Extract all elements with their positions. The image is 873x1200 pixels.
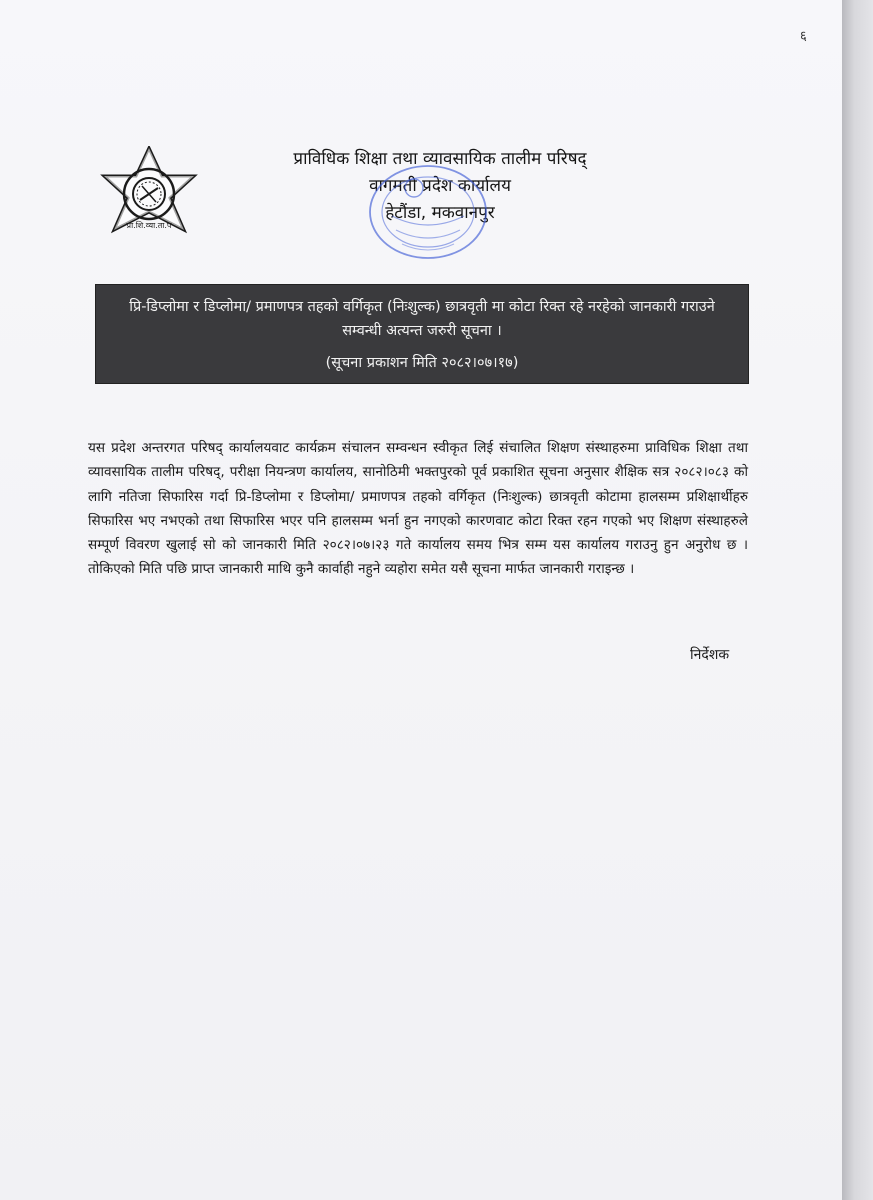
council-name: प्राविधिक शिक्षा तथा व्यावसायिक तालीम परिषद् — [293, 149, 587, 169]
office-stamp-icon — [352, 160, 492, 270]
notice-title: प्रि-डिप्लोमा र डिप्लोमा/ प्रमाणपत्र तहको वर्गिकृत (निःशुल्क) छात्रवृती मा कोटा रिक्त रहे नरहेको जानकारी गराउने सम्वन्धी अत्यन्त जरुरी सूचना । — [129, 299, 715, 339]
office-name: वागमती प्रदेश कार्यालय — [369, 176, 511, 196]
emblem-ring-text: प्रा.शि.व्या.ता.प — [126, 221, 172, 230]
office-address: हेटौंडा, मकवानपुर — [385, 203, 495, 223]
notice-publish-date: (सूचना प्रकाशन मिति २०८२।०७।१७) — [325, 355, 519, 371]
signatory-title: निर्देशक — [690, 647, 730, 663]
notice-banner — [95, 284, 749, 384]
scan-page-edge — [842, 0, 873, 1200]
notice-body-paragraph: यस प्रदेश अन्तरगत परिषद् कार्यालयवाट कार्यक्रम संचालन सम्वन्धन स्वीकृत लिई संचालित शिक्षण संस्थाहरुमा प्राविधिक शिक्षा तथा व्यावसायिक तालीम परिषद्, परीक्षा नियन्त्रण कार्यालय, सानोठिमी भक्तपुरको पूर्व प्रकाशित सूचना अनुसार शैक्षिक सत्र २०८२।०८३ को लागि नतिजा सिफारिस गर्दा प्रि-डिप्लोमा र डिप्लोमा/ प्रमाणपत्र तहको वर्गिकृत (निःशुल्क) छात्रवृती कोटामा हालसम्म प्रशिक्षार्थीहरु सिफारिस भए नभएको तथा सिफारिस भएर पनि हालसम्म भर्ना हुन नगएको कारणवाट कोटा रिक्त रहन गएको भए शिक्षण संस्थाहरुले सम्पूर्ण विवरण खुलाई सो को जानकारी मिति २०८२।०७।२३ गते कार्यालय समय भित्र सम्म यस कार्यालय गराउनु हुन अनुरोध छ । तोकिएको मिति पछि प्राप्त जानकारी माथि कुनै कार्वाही नहुने व्यहोरा समेत यसै सूचना मार्फत जानकारी गराइन्छ । — [88, 440, 748, 578]
nepal-emblem-icon — [96, 146, 202, 254]
page-number: ६ — [800, 29, 807, 44]
